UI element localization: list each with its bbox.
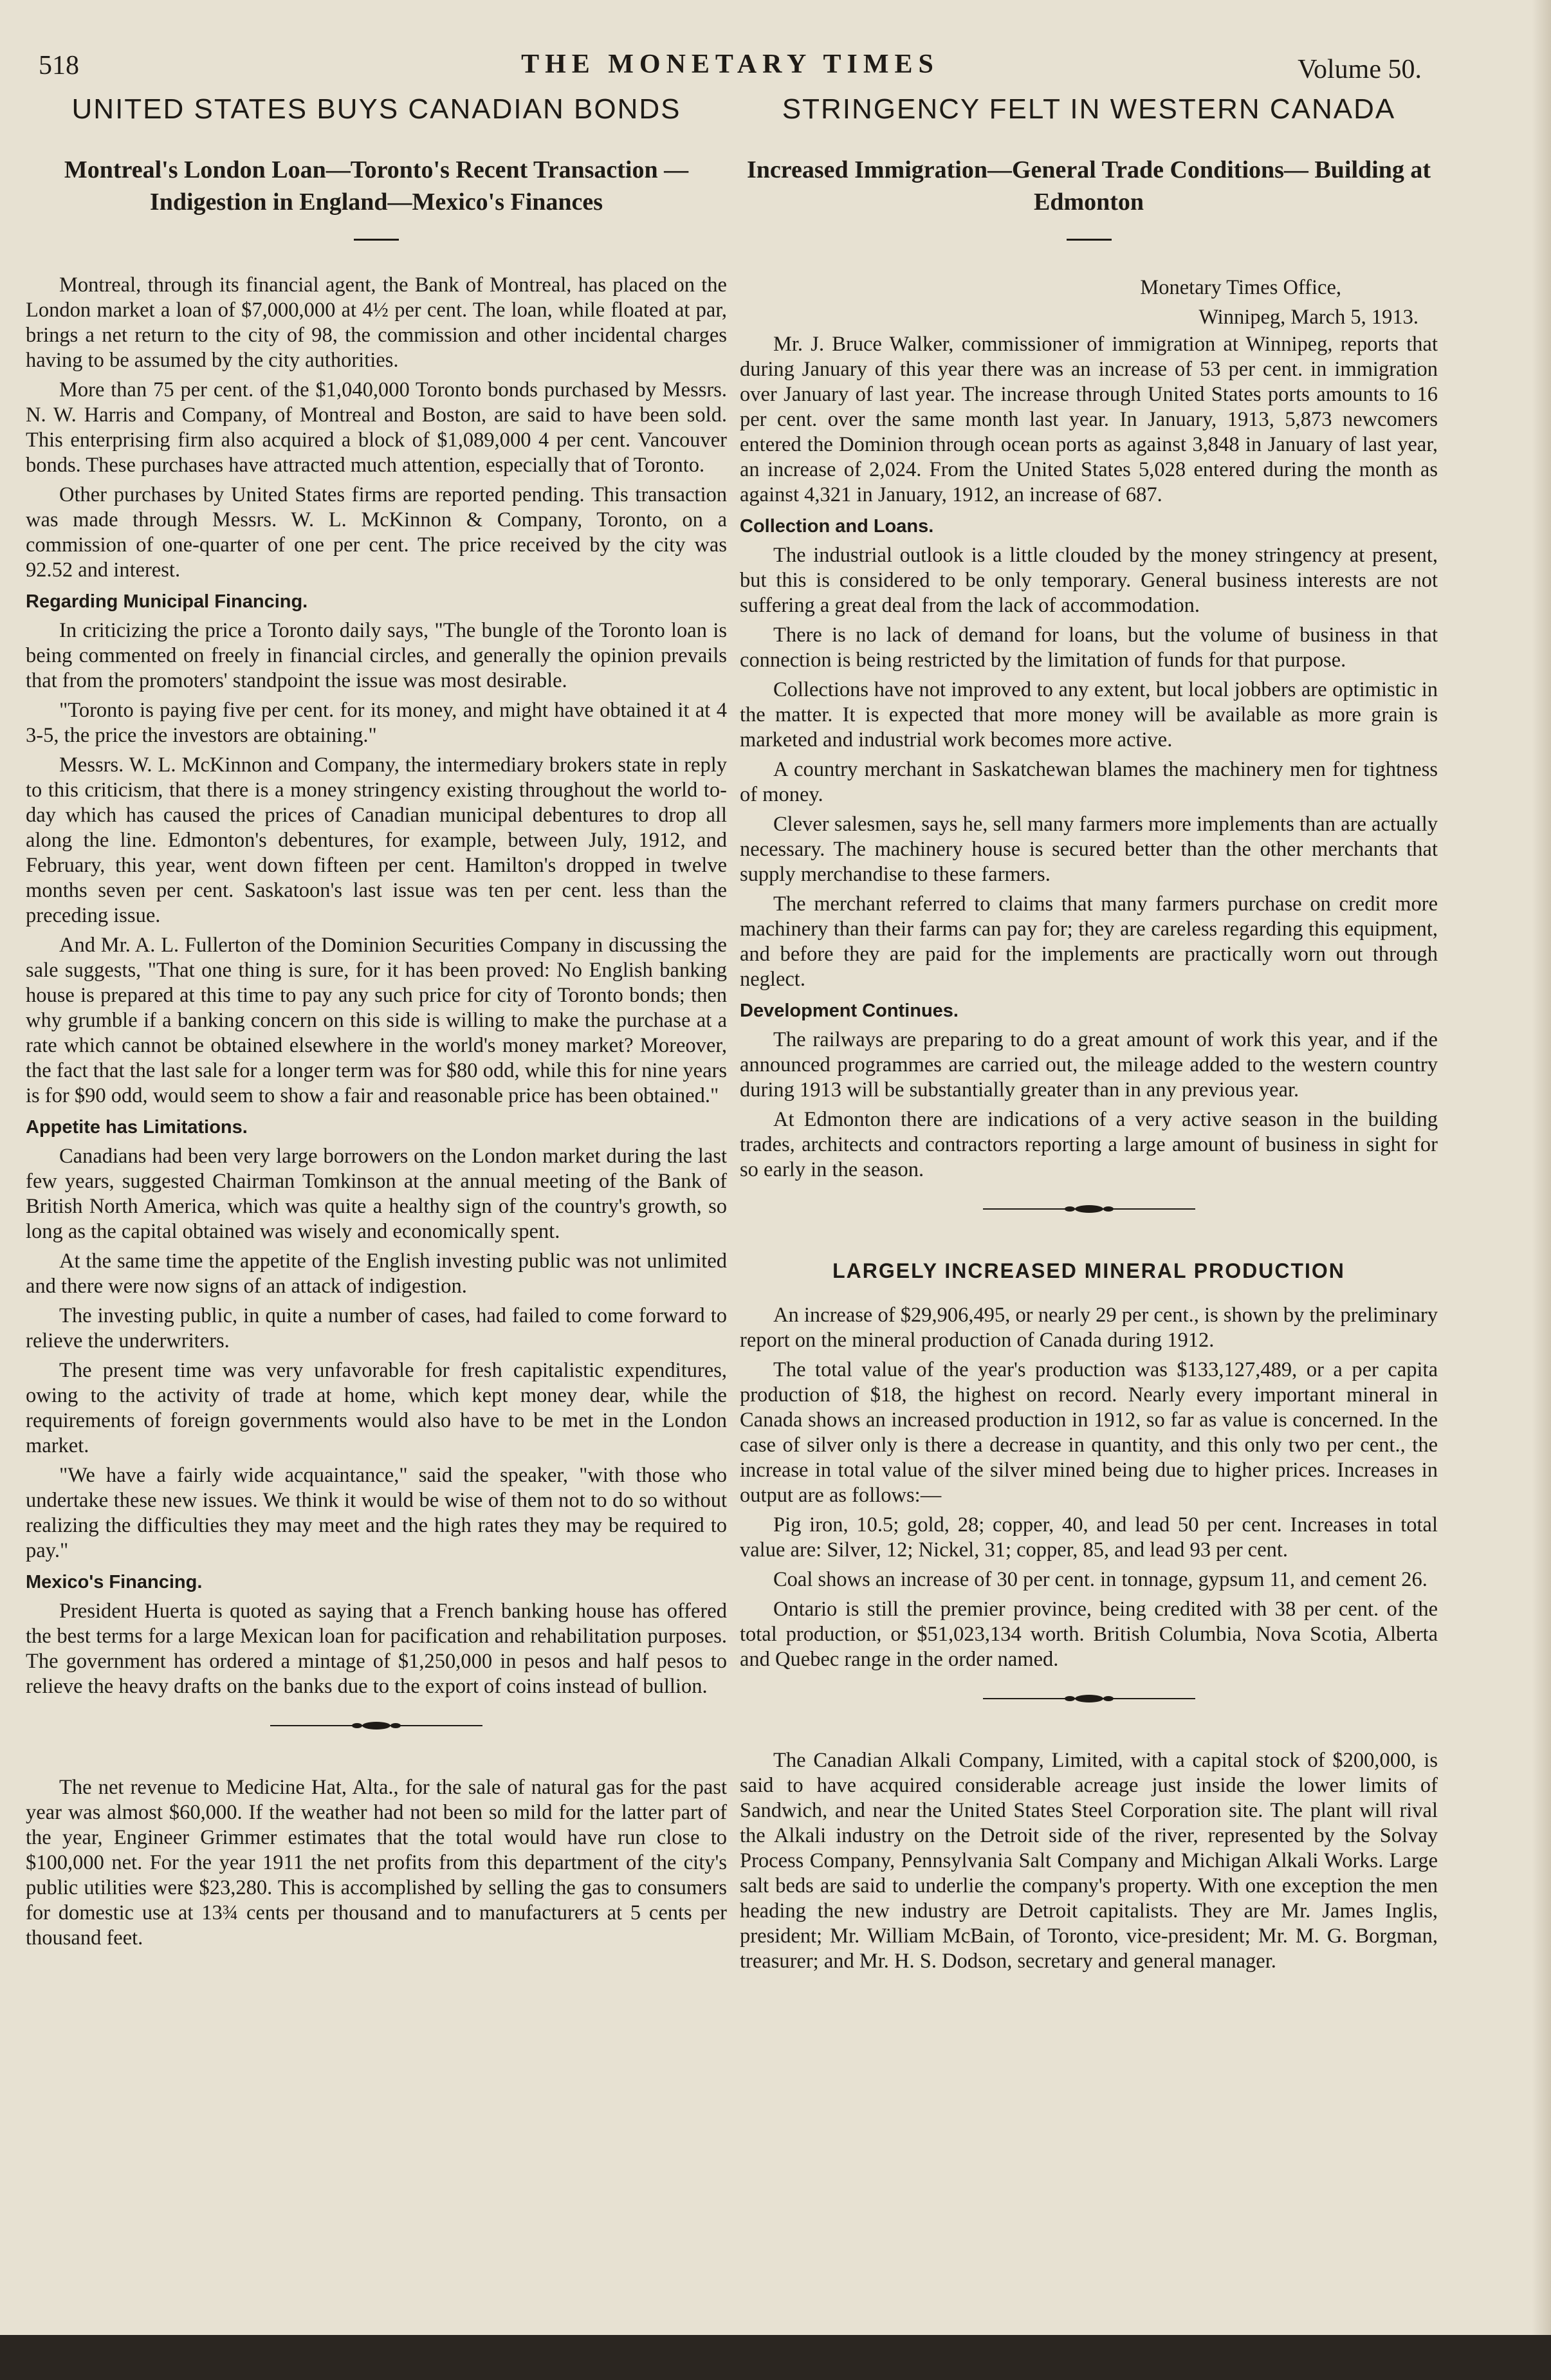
left-article-subtitle: Montreal's London Loan—Toronto's Recent Transaction —Indigestion in England—Mexico's Finances xyxy=(64,156,689,216)
paragraph: At the same time the appetite of the English investing public was not unlimited and there were now signs of an attack of indigestion. xyxy=(26,1250,727,1298)
paragraph: The industrial outlook is a little clouded by the money stringency at present, but this is considered to be only temporary. General business interests are not suffering a great deal from the lack of accommodation. xyxy=(740,544,1438,617)
title-rule xyxy=(1067,239,1112,241)
paragraph: Coal shows an increase of 30 per cent. in tonnage, gypsum 11, and cement 26. xyxy=(773,1568,1427,1591)
left-column xyxy=(26,93,727,1955)
section-heading: Appetite has Limitations. xyxy=(26,1117,248,1138)
paragraph: The total value of the year's production was $133,127,489, or a per capita production of $18, the highest on record. Nearly every important mineral in Canada shows an increased production in 1912, so far as value is concerned. In the case of silver only is there a decrease in quantity, and this only two per cent., the increase in total value of the silver mined being due to higher prices. Increases in output are as follows:— xyxy=(740,1358,1438,1507)
section-heading: Collection and Loans. xyxy=(740,516,934,537)
page-number: 518 xyxy=(39,51,79,80)
right-article-subtitle: Increased Immigration—General Trade Conditions— Building at Edmonton xyxy=(746,156,1431,216)
page-header xyxy=(39,44,1422,89)
right-article-title: STRINGENCY FELT IN WESTERN CANADA xyxy=(782,93,1396,125)
paragraph: There is no lack of demand for loans, but the volume of business in that connection is being restricted by the limitation of funds for that purpose. xyxy=(740,623,1438,672)
left-article-title: UNITED STATES BUYS CANADIAN BONDS xyxy=(71,93,681,125)
paragraph: Canadians had been very large borrowers on the London market during the last few years, suggested Chairman Tomkinson at the annual meeting of the Bank of British North America, which was quite a healthy sign of the country's growth, so long as the capital obtained was wisely and economically spent. xyxy=(26,1145,727,1243)
mineral-article-title: LARGELY INCREASED MINERAL PRODUCTION xyxy=(832,1259,1345,1282)
paragraph: Montreal, through its financial agent, the Bank of Montreal, has placed on the London market a loan of $7,000,000 at 4½ per cent. The loan, while floated at par, brings a net return to the city of 98, the commission and other incidental charges having to be assumed by the city authorities. xyxy=(26,273,727,372)
paragraph: The Canadian Alkali Company, Limited, with a capital stock of $200,000, is said to have acquired considerable acreage just inside the lower limits of Sandwich, and near the United States Steel Corporation site. The plant will rival the Alkali industry on the Detroit side of the river, represented by the Solvay Process Company, Pennsylvania Salt Company and Michigan Alkali Works. Large salt beds are said to underlie the company's property. With one exception the men heading the new industry are Detroit capitalists. They are Mr. James Inglis, president; Mr. William McBain, of Toronto, vice-president; Mr. M. G. Borgman, treasurer; and Mr. H. S. Dodson, secretary and general manager. xyxy=(740,1749,1438,1973)
paragraph: Other purchases by United States firms are reported pending. This transaction was made through Messrs. W. L. McKinnon & Company, Toronto, on a commission of one-quarter of one per cent. The price received by the city was 92.52 and interest. xyxy=(26,483,727,582)
dateline-office: Monetary Times Office, xyxy=(1140,276,1341,299)
dateline xyxy=(740,273,1418,332)
paragraph: More than 75 per cent. of the $1,040,000 Toronto bonds purchased by Messrs. N. W. Harris and Company, of Montreal and Boston, are said to have been sold. This enterprising firm also acquired a block of $1,089,000 4 per cent. Vancouver bonds. These purchases have attracted much attention, especially that of Toronto. xyxy=(26,378,727,477)
ornament-divider xyxy=(270,1721,482,1730)
section-heading: Mexico's Financing. xyxy=(26,1572,203,1592)
paragraph: Mr. J. Bruce Walker, commissioner of immigration at Winnipeg, reports that during January of this year there was an increase of 53 per cent. in immigration over January of last year. The increase through United States ports amounts to 16 per cent. over the same month last year. In January, 1913, 5,873 newcomers entered the Dominion through ocean ports as against 3,848 in January of last year, an increase of 2,024. From the United States 5,028 entered during the month as against 4,321 in January, 1912, an increase of 687. xyxy=(740,333,1438,506)
journal-title: THE MONETARY TIMES xyxy=(521,50,939,79)
paragraph: Collections have not improved to any extent, but local jobbers are optimistic in the matter. It is expected that more money will be available as more grain is marketed and industrial work becomes more active. xyxy=(740,678,1438,752)
paragraph: The net revenue to Medicine Hat, Alta., for the sale of natural gas for the past year was almost $60,000. If the weather had not been so mild for the latter part of the year, Engineer Grimmer estimates that the total would have run close to $100,000 net. For the year 1911 the net profits from this department of the city's public utilities were $23,280. This is accomplished by selling the gas to consumers for domestic use at 13¾ cents per thousand and to manufacturers at 5 cents per thousand feet. xyxy=(26,1776,727,1950)
ornament-divider xyxy=(983,1694,1195,1703)
section-heading: Regarding Municipal Financing. xyxy=(26,591,308,612)
paragraph: The railways are preparing to do a great amount of work this year, and if the announced programmes are carried out, the mileage added to the western country during 1913 will be substantially greater than in any previous year. xyxy=(740,1028,1438,1102)
paragraph: An increase of $29,906,495, or nearly 29 per cent., is shown by the preliminary report on the mineral production of Canada during 1912. xyxy=(740,1304,1438,1352)
paragraph: Pig iron, 10.5; gold, 28; copper, 40, and lead 50 per cent. Increases in total value are: Silver, 12; Nickel, 31; copper, 85, and lead 93 per cent. xyxy=(740,1513,1438,1562)
paragraph: At Edmonton there are indications of a very active season in the building trades, architects and contractors reporting a large amount of business in sight for so early in the season. xyxy=(740,1108,1438,1181)
paragraph: Messrs. W. L. McKinnon and Company, the intermediary brokers state in reply to this criticism, that there is a money stringency existing throughout the world to-day which has caused the prices of Canadian municipal debentures to drop all along the line. Edmonton's debentures, for example, between July, 1912, and February, this year, went down fifteen per cent. Hamilton's dropped in twelve months seven per cent. Saskatoon's last issue was ten per cent. less than the preceding issue. xyxy=(26,753,727,927)
paragraph: The investing public, in quite a number of cases, had failed to come forward to relieve the underwriters. xyxy=(26,1304,727,1352)
paragraph: The present time was very unfavorable for fresh capitalistic expenditures, owing to the activity of trade at home, which kept money dear, while the requirements of foreign governments would also have to be met in the London market. xyxy=(26,1359,727,1457)
paragraph: The merchant referred to claims that many farmers purchase on credit more machinery than their farms can pay for; they are careless regarding this equipment, and before they are paid for the implements are practically worn out through neglect. xyxy=(740,892,1438,991)
paragraph: Clever salesmen, says he, sell many farmers more implements than are actually necessary. The machinery house is secured better than the other merchants that supply merchandise to these farmers. xyxy=(740,813,1438,886)
scan-background-strip xyxy=(0,2335,1551,2380)
paragraph: President Huerta is quoted as saying that a French banking house has offered the best terms for a large Mexican loan for pacification and rehabilitation purposes. The government has ordered a mintage of $1,250,000 in pesos and half pesos to relieve the heavy drafts on the banks due to the export of coins instead of bullion. xyxy=(26,1600,727,1698)
paragraph: And Mr. A. L. Fullerton of the Dominion Securities Company in discussing the sale suggests, "That one thing is sure, for it has been proved: No English banking house is prepared at this time to pay any such price for city of Toronto bonds; then why grumble if a banking concern on this side is willing to make the purchase at a rate which cannot be obtained elsewhere in the world's money market? Moreover, the fact that the last sale for a longer term was for $80 odd, while this for nine years is for $90 odd, would seem to show a fair and reasonable price has been obtained." xyxy=(26,934,727,1107)
paragraph: In criticizing the price a Toronto daily says, "The bungle of the Toronto loan is being commented on freely in financial circles, and generally the opinion prevails that from the promoters' standpoint the issue was most desirable. xyxy=(26,619,727,692)
title-rule xyxy=(354,239,399,241)
paragraph: A country merchant in Saskatchewan blames the machinery men for tightness of money. xyxy=(740,758,1438,806)
volume-label: Volume 50. xyxy=(1298,55,1422,84)
paragraph: "We have a fairly wide acquaintance," said the speaker, "with those who undertake these new issues. We think it would be wise of them not to do so without realizing the difficulties they may meet and the high rates they may be required to pay." xyxy=(26,1464,727,1562)
dateline-place-date: Winnipeg, March 5, 1913. xyxy=(1198,306,1418,329)
ornament-divider xyxy=(983,1204,1195,1213)
section-heading: Development Continues. xyxy=(740,1001,959,1021)
page-edge-shadow xyxy=(1532,0,1551,2380)
paragraph: "Toronto is paying five per cent. for its money, and might have obtained it at 4 3-5, the price the investors are obtaining." xyxy=(26,699,727,747)
paragraph: Ontario is still the premier province, being credited with 38 per cent. of the total production, or $51,023,134 worth. British Columbia, Nova Scotia, Alberta and Quebec range in the order named. xyxy=(740,1598,1438,1671)
right-column xyxy=(740,93,1438,1979)
